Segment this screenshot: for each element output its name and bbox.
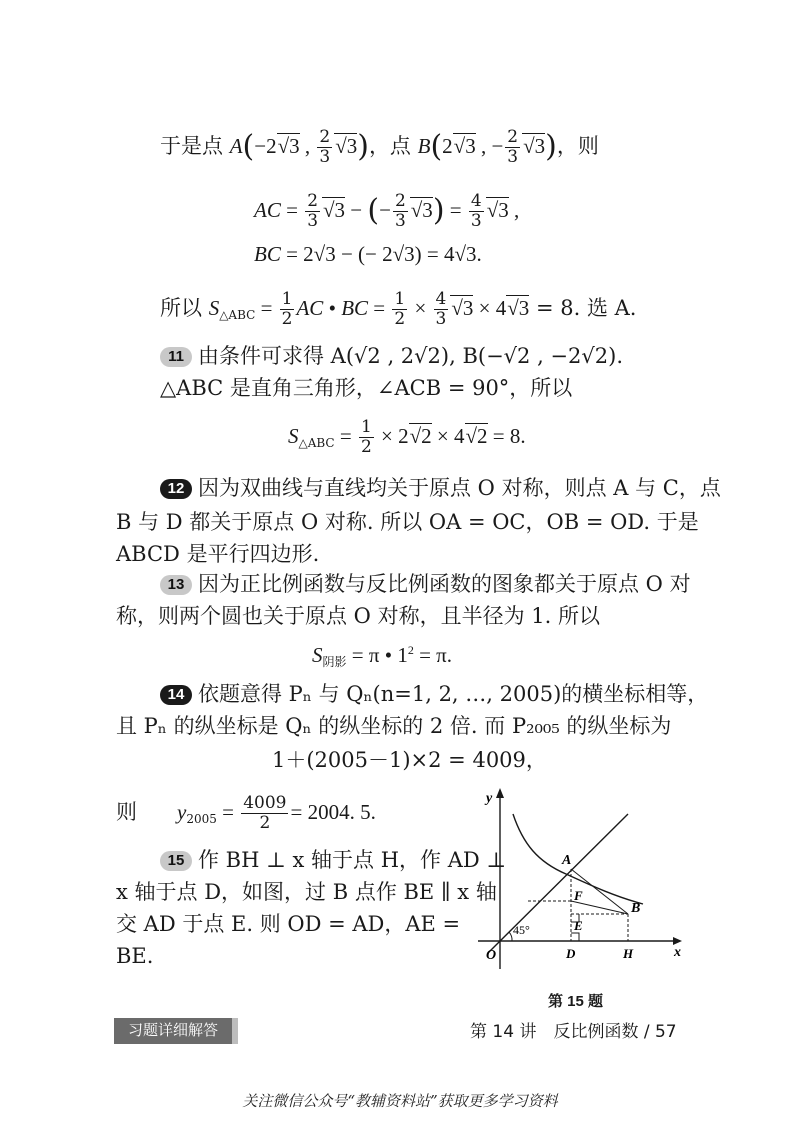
q11-line1: 11 由条件可求得 A(√2 , 2√2), B(−√2 , −2√2).: [160, 342, 623, 370]
question-number-13: 13: [160, 575, 192, 595]
label-y: y: [486, 791, 493, 806]
q13-line1: 13 因为正比例函数与反比例函数的图象都关于原点 O 对: [160, 570, 691, 598]
q14-result: 则 $y_{2005}$ = $\frac{4009}{2}$ = 2004. 5.: [116, 793, 376, 833]
x-axis-arrow: [673, 937, 682, 945]
q12-line1: 12 因为双曲线与直线均关于原点 O 对称，则点 A 与 C，点: [160, 474, 721, 502]
right-angle-d: [571, 933, 579, 941]
area-abc-line: 所以 $S_{\triangle ABC}$ = $\frac{1}{2}$ AC • BC = $\frac{1}{2}$ × $\frac{4}{3}$ √3 × 4√3 = 8. 选 A.: [160, 289, 637, 329]
q12-line2: B 与 D 都关于原点 O 对称. 所以 OA = OC，OB = OD. 于是: [116, 510, 699, 534]
figure-caption: 第 15 题: [548, 993, 604, 1010]
label-e: E: [574, 918, 583, 933]
angle-arc: [509, 932, 512, 941]
y-axis-arrow: [496, 788, 504, 798]
q15-line3: 交 AD 于点 E. 则 OD = AD，AE =: [116, 912, 461, 936]
label-angle: 45°: [513, 923, 530, 937]
label-f: F: [574, 888, 583, 903]
label-b: B: [631, 901, 641, 916]
equation-ac: AC = $\frac{2}{3}$ √3 − (− $\frac{2}{3}$ √3) = $\frac{4}{3}$ √3 ,: [254, 191, 520, 231]
solution-line-points: 于是点 A(−2√3 , $\frac{2}{3}$ √3)，点 B(2√3 , − $\frac{2}{3}$ √3)，则: [160, 127, 599, 167]
q13-area: $S_{阴影} = \pi$ • $1^2 = \pi$.: [312, 643, 453, 669]
figure-15-graph: [468, 784, 688, 974]
label-x: x: [674, 945, 681, 960]
q13-line2: 称，则两个圆也关于原点 O 对称，且半径为 1. 所以: [116, 604, 600, 628]
equation-bc: BC = 2√3 − (− 2√3) = 4√3.: [254, 242, 482, 266]
q15-line2: x 轴于点 D，如图，过 B 点作 BE ∥ x 轴: [116, 880, 497, 904]
footer-badge: 习题详细解答: [114, 1018, 238, 1044]
q11-line2: △ABC 是直角三角形，∠ACB = 90°，所以: [160, 376, 573, 400]
q12-line3: ABCD 是平行四边形.: [116, 542, 320, 566]
label-d: D: [566, 946, 576, 961]
question-number-11: 11: [160, 347, 192, 367]
question-number-14: 14: [160, 685, 192, 705]
footer-watermark-note: 关注微信公众号“教辅资料站”获取更多学习资料: [242, 1092, 558, 1110]
q14-line1: 14 依题意得 Pₙ 与 Qₙ(n=1, 2, …, 2005)的横坐标相等，: [160, 680, 708, 708]
q15-line4: BE.: [116, 944, 154, 968]
footer-chapter: 第 14 讲 反比例函数 / 57: [470, 1022, 677, 1042]
label-o: O: [486, 948, 497, 963]
q14-line2: 且 Pₙ 的纵坐标是 Qₙ 的纵坐标的 2 倍. 而 P₂₀₀₅ 的纵坐标为: [116, 714, 672, 738]
q11-area: $S_{\triangle ABC}$ = $\frac{1}{2}$ × 2√2 × 4√2 = 8.: [288, 417, 526, 457]
question-number-12: 12: [160, 479, 192, 499]
label-h: H: [623, 946, 634, 961]
q14-formula: 1＋(2005－1)×2 = 4009，: [272, 748, 547, 772]
q15-line1: 15 作 BH ⊥ x 轴于点 H，作 AD ⊥: [160, 846, 506, 874]
label-a: A: [562, 853, 572, 868]
question-number-15: 15: [160, 851, 192, 871]
